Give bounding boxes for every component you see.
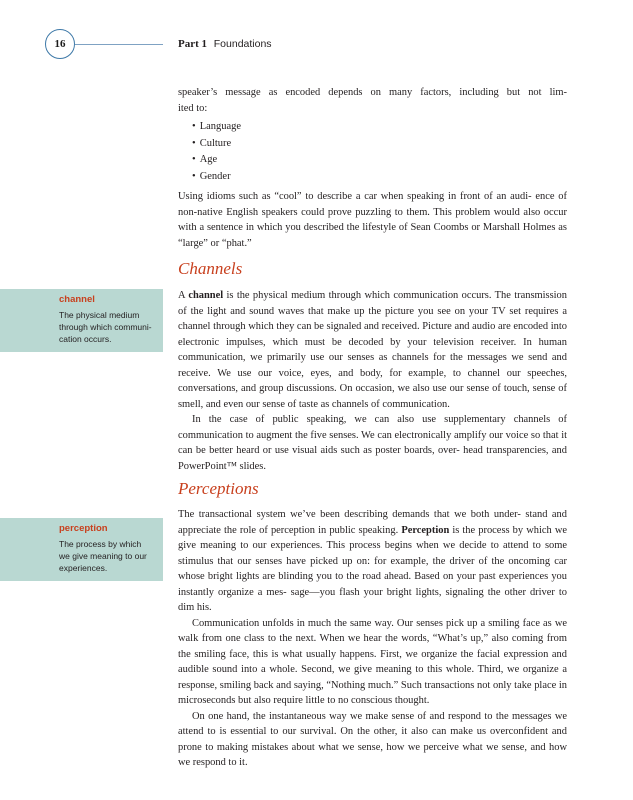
idioms-text: Using idioms such as “cool” to describe a car when speaking in front of an audi- ence of non-native English speakers could prove puzzling to them. This problem would also occur with a sentence in which you described the lifestyle of Sean Coombs or Marshall Holmes as “large” or “phat.” [178, 191, 567, 249]
key-term-perception: Perception [401, 524, 450, 536]
intro-line-2: ited to: [178, 102, 208, 114]
sidenote-definition: The process by which we give meaning to our experiences. [59, 539, 147, 573]
list-item: • Gender [192, 169, 241, 186]
channels-paragraph-2: In the case of public speaking, we can also use supplementary channels of communication to augment the five senses. We can electronically amplify our voice so that it can be better heard or use visual aids such as poster boards, over- head transparencies, and PowerPoint™ slides. [178, 414, 567, 472]
paragraph-rest: is the process by which we give meaning to our experiences. This process begins when we decide to attend to some stimulus that our senses have picked up on: for example, the driver of the oncoming car whose bright lights are blinding you to the road ahead. Based on your past experiences you instantly organize a mes- sage—you flash your bright lights, signaling the other driver to dim his. [178, 524, 567, 613]
list-item: • Culture [192, 136, 241, 153]
list-item: • Age [192, 152, 241, 169]
sidenote-perception [0, 518, 163, 581]
idioms-paragraph [178, 189, 567, 251]
sidenote-definition: The physical medium through which communi- cation occurs. [59, 310, 152, 344]
sidenote-channel [0, 289, 163, 352]
page-number-badge [45, 29, 75, 59]
chapter-label: Foundations [213, 38, 272, 50]
perceptions-heading: Perceptions [178, 479, 259, 498]
paragraph-rest: is the physical medium through which communication occurs. The transmission of the light and sound waves that make up the picture you see on your TV set requires a channel through which they can be signaled and received. Picture and audio are encoded into electronic impulses, which must be decoded by your television receiver. In human communication, we primarily use our senses as channels for the messages we send and receive. We use our voice, eyes, and body, for example, to channel our speeches, conversations, and group discussions. On occasion, we also use our sense of touch, sense of smell, and even our sense of taste as channels of communication. [178, 290, 567, 410]
perceptions-paragraph-1 [178, 507, 567, 616]
running-head [178, 38, 272, 51]
channels-heading: Channels [178, 259, 243, 278]
part-label: Part 1 [178, 38, 208, 50]
intro-text [178, 85, 567, 116]
key-term-channel: channel [188, 290, 224, 301]
header-rule [75, 44, 163, 45]
sidenote-term: perception [59, 523, 108, 534]
intro-line-1: speaker’s message as encoded depends on many factors, including but not lim- [178, 87, 567, 98]
page-number: 16 [54, 38, 66, 50]
channels-text [178, 288, 567, 474]
sidenote-term: channel [59, 294, 95, 305]
channels-paragraph-1 [178, 288, 567, 412]
perceptions-paragraph-3: On one hand, the instantaneous way we make sense of and respond to the messages we attend to is essential to our survival. On the other, it also can make us overconfident and prone to making mistakes about what we sense, how we perceive what we sense, and how we respond to it. [178, 710, 567, 768]
perceptions-text [178, 507, 567, 771]
bullet-list [192, 119, 241, 185]
perceptions-paragraph-2: Communication unfolds in much the same way. Our senses pick up a smiling face as we walk from one class to the next. When we hear the words, “What’s up,” also coming from the smiling face, this is what usually happens. First, we organize the facial expression and audible sound into a whole. Second, we give meaning to this whole. Third, we organize a response, smiling back and saying, “Nothing much.” Such transactions not only take place in microseconds but also require little to no conscious thought. [178, 617, 567, 706]
paragraph-lead: A [178, 290, 189, 301]
paragraph-lead: The transactional system we’ve been describing demands that we both under- stand and appreciate the role of perception in public speaking. [178, 509, 567, 536]
list-item: • Language [192, 119, 241, 136]
